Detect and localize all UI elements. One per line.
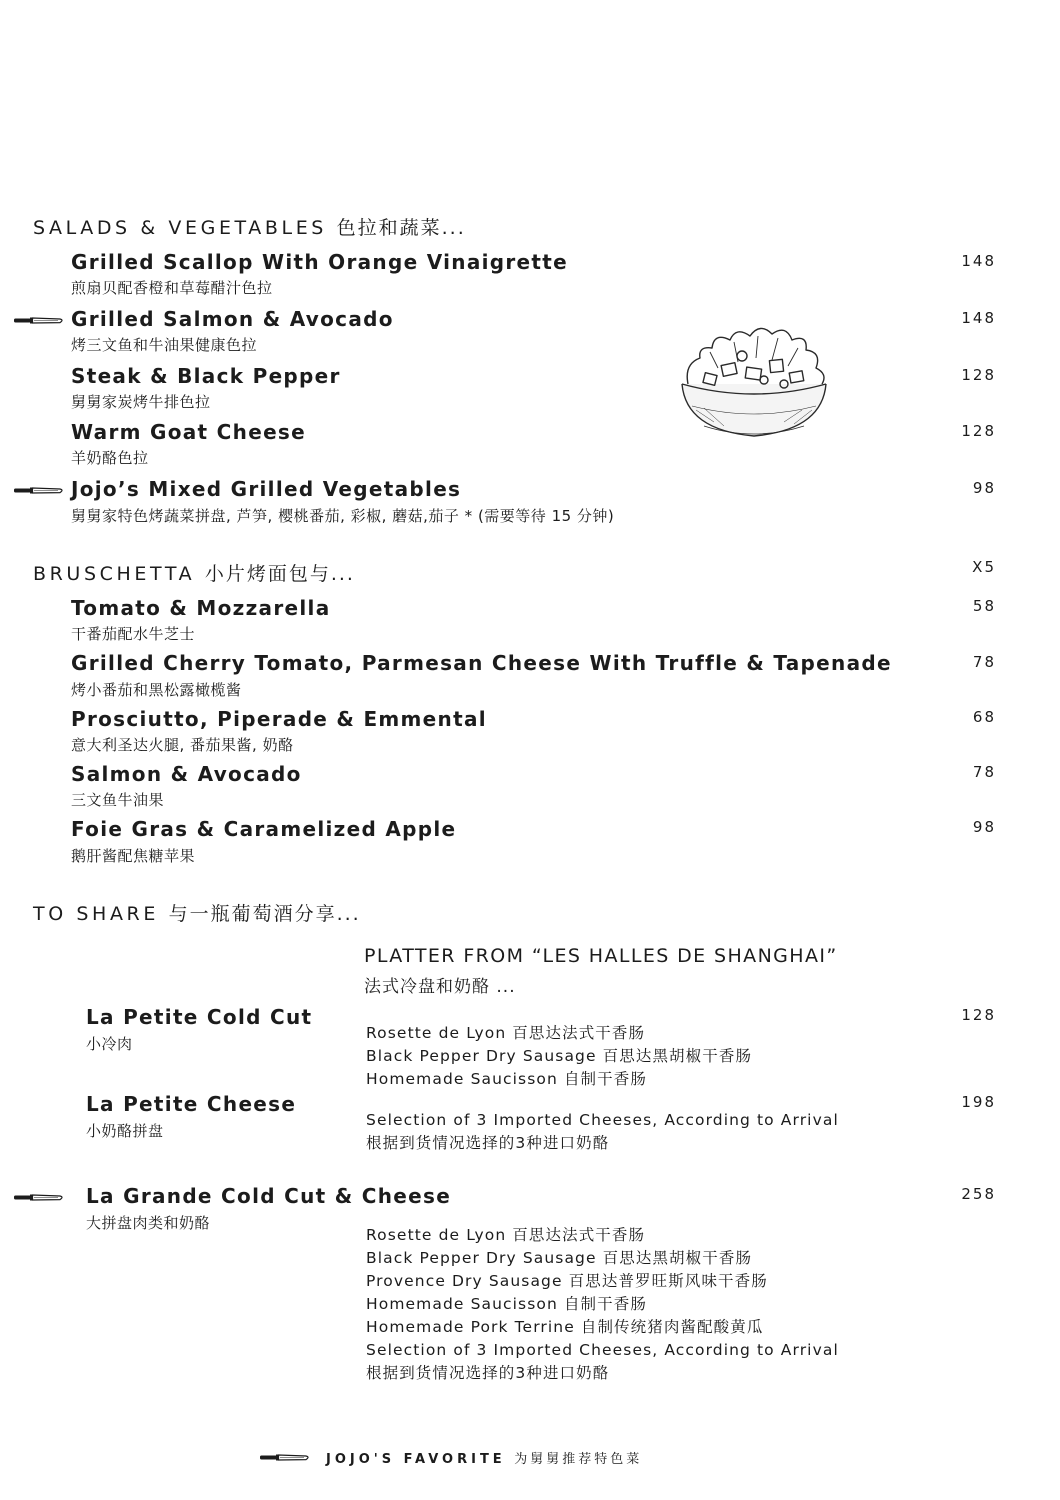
menu-item-price: 148 xyxy=(961,309,996,327)
menu-item-name: La Petite Cold Cut xyxy=(86,1005,313,1029)
detail-line: 根据到货情况选择的3种进口奶酪 xyxy=(366,1134,610,1152)
platter-subtitle: 法式冷盘和奶酪 ... xyxy=(364,977,516,997)
menu-item-cn: 舅舅家炭烤牛排色拉 xyxy=(71,393,211,411)
detail-line: Provence Dry Sausage 百思达普罗旺斯风味干香肠 xyxy=(366,1272,768,1290)
menu-item-price: 98 xyxy=(972,479,996,497)
platter-details xyxy=(366,1109,839,1155)
menu-item-cn: 小冷肉 xyxy=(86,1035,133,1053)
menu-item-name: Warm Goat Cheese xyxy=(71,420,306,444)
menu-item-cn: 烤小番茄和黑松露橄榄酱 xyxy=(71,681,242,699)
detail-line: Homemade Saucisson 自制干香肠 xyxy=(366,1070,647,1088)
detail-line: Selection of 3 Imported Cheeses, According to Arrival xyxy=(366,1341,839,1359)
menu-item-price: 148 xyxy=(961,252,996,270)
menu-item-name: Tomato & Mozzarella xyxy=(71,596,331,620)
menu-item-price: 78 xyxy=(972,653,996,671)
knife-icon xyxy=(14,314,66,328)
detail-line: Rosette de Lyon 百思达法式干香肠 xyxy=(366,1024,646,1042)
menu-item-price: 58 xyxy=(972,597,996,615)
menu-item-price: 128 xyxy=(961,1006,996,1024)
menu-item-cn: 三文鱼牛油果 xyxy=(71,791,165,809)
menu-item-price: 128 xyxy=(961,366,996,384)
menu-item-name: Grilled Cherry Tomato, Parmesan Cheese With Truffle & Tapenade xyxy=(71,651,892,675)
detail-line: Homemade Pork Terrine 自制传统猪肉酱配酸黄瓜 xyxy=(366,1318,764,1336)
menu-item-cn: 意大利圣达火腿, 番茄果酱, 奶酪 xyxy=(71,736,294,754)
menu-item-cn: 烤三文鱼和牛油果健康色拉 xyxy=(71,336,258,354)
platter-title: PLATTER FROM “LES HALLES DE SHANGHAI” xyxy=(364,945,838,967)
detail-line: Selection of 3 Imported Cheeses, According to Arrival xyxy=(366,1111,839,1129)
salad-bowl-illustration xyxy=(674,318,834,442)
menu-item-price: 258 xyxy=(961,1185,996,1203)
detail-line: Black Pepper Dry Sausage 百思达黑胡椒干香肠 xyxy=(366,1249,753,1267)
menu-item-cn: 羊奶酪色拉 xyxy=(71,449,149,467)
menu-item-name: La Petite Cheese xyxy=(86,1092,297,1116)
menu-item-cn: 舅舅家特色烤蔬菜拼盘, 芦笋, 樱桃番茄, 彩椒, 蘑菇,茄子 * (需要等待 15 分钟) xyxy=(71,507,615,525)
menu-item-price: 128 xyxy=(961,422,996,440)
detail-line: 根据到货情况选择的3种进口奶酪 xyxy=(366,1364,610,1382)
platter-details xyxy=(366,1224,839,1385)
menu-item-name: Grilled Scallop With Orange Vinaigrette xyxy=(71,250,568,274)
platter-details xyxy=(366,1022,752,1091)
menu-item-price: 78 xyxy=(972,763,996,781)
menu-item-cn: 干番茄配水牛芝士 xyxy=(71,625,196,643)
menu-item-name: Salmon & Avocado xyxy=(71,762,302,786)
menu-item-price: 68 xyxy=(972,708,996,726)
menu-item-name: Grilled Salmon & Avocado xyxy=(71,307,394,331)
menu-item-cn: 大拼盘肉类和奶酪 xyxy=(86,1214,211,1232)
knife-icon xyxy=(260,1451,312,1465)
menu-item-price: 98 xyxy=(972,818,996,836)
menu-item-cn: 鹅肝酱配焦糖苹果 xyxy=(71,847,196,865)
menu-item-cn: 煎扇贝配香橙和草莓醋汁色拉 xyxy=(71,279,273,297)
bruschetta-quantity: X5 xyxy=(972,558,996,576)
detail-line: Homemade Saucisson 自制干香肠 xyxy=(366,1295,647,1313)
knife-icon xyxy=(14,1191,66,1205)
menu-item-price: 198 xyxy=(961,1093,996,1111)
menu-item-name: La Grande Cold Cut & Cheese xyxy=(86,1184,452,1208)
detail-line: Black Pepper Dry Sausage 百思达黑胡椒干香肠 xyxy=(366,1047,753,1065)
menu-item-cn: 小奶酪拼盘 xyxy=(86,1122,164,1140)
knife-icon xyxy=(14,484,66,498)
menu-item-name: Prosciutto, Piperade & Emmental xyxy=(71,707,487,731)
menu-item-name: Steak & Black Pepper xyxy=(71,364,341,388)
section-title-bruschetta: BRUSCHETTA 小片烤面包与... xyxy=(33,563,355,585)
favorite-legend: JOJO'S FAVORITE 为舅舅推荐特色菜 xyxy=(326,1452,643,1467)
section-title-share: TO SHARE 与一瓶葡萄酒分享... xyxy=(33,903,361,925)
section-title-salads: SALADS & VEGETABLES 色拉和蔬菜... xyxy=(33,217,466,239)
detail-line: Rosette de Lyon 百思达法式干香肠 xyxy=(366,1226,646,1244)
menu-item-name: Foie Gras & Caramelized Apple xyxy=(71,817,457,841)
menu-item-name: Jojo’s Mixed Grilled Vegetables xyxy=(71,477,462,501)
